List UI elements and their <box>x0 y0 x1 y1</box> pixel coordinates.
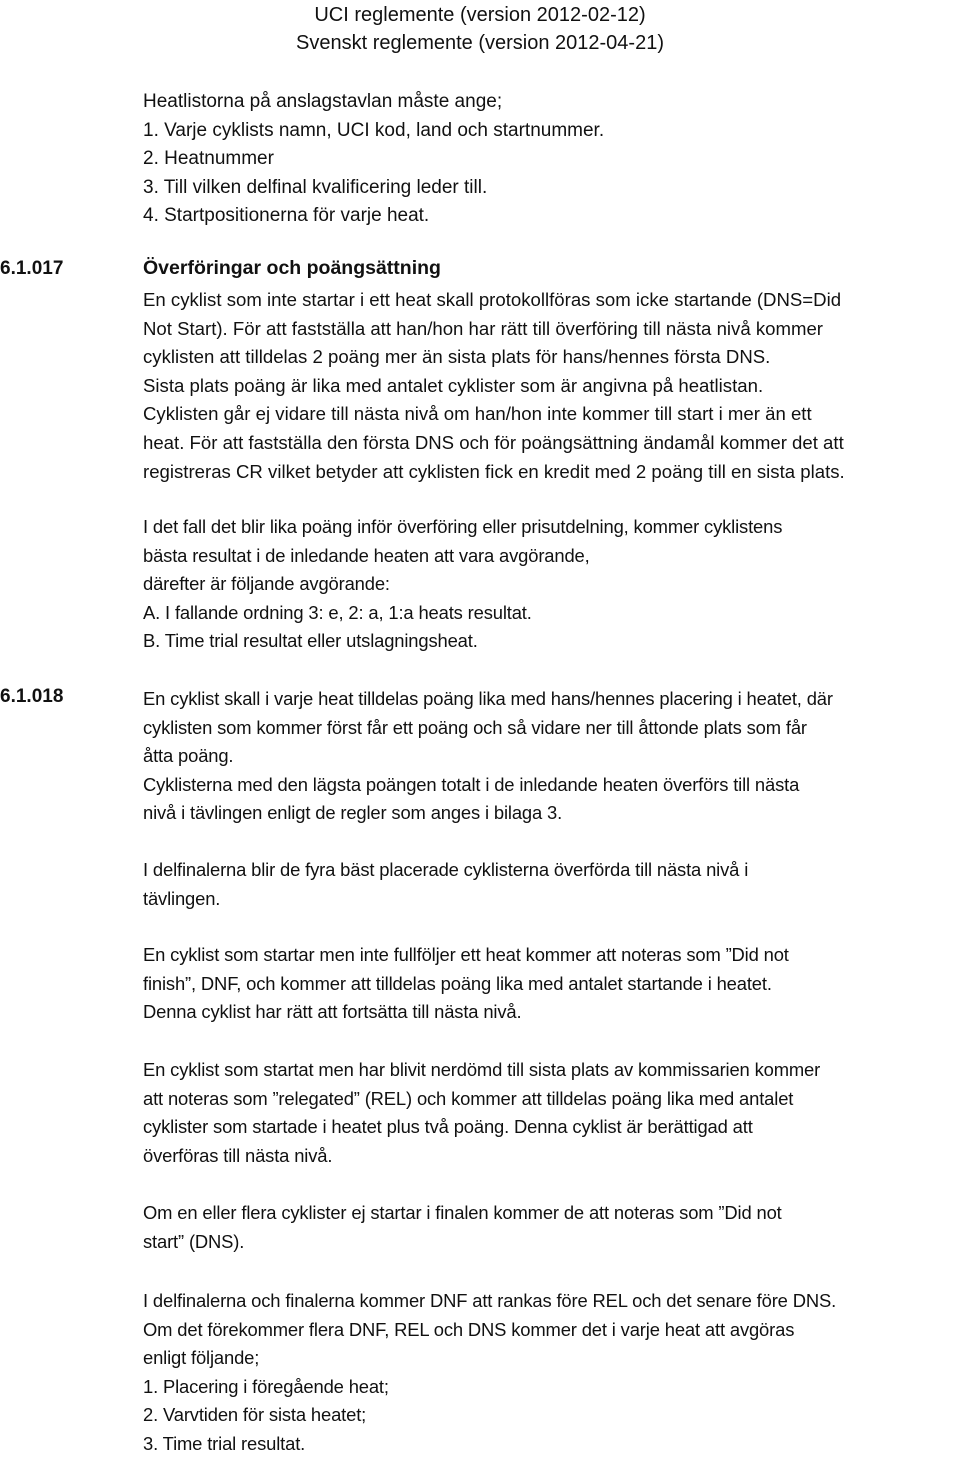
section-017-body <box>143 286 955 486</box>
text-line: därefter är följande avgörande: <box>143 573 390 595</box>
heatlist-item: 2. Heatnummer <box>143 148 274 169</box>
text-line: Denna cyklist har rätt att fortsätta till nästa nivå. <box>143 1001 522 1023</box>
section-number-018: 6.1.018 <box>0 686 64 707</box>
text-line: finish”, DNF, och kommer att tilldelas poäng lika med antalet startande i heatet. <box>143 972 772 994</box>
section-017-tiebreak <box>143 513 955 656</box>
text-line: Om det förekommer flera DNF, REL och DNS kommer det i varje heat att avgöras <box>143 1318 795 1340</box>
text-line: åtta poäng. <box>143 745 234 767</box>
text-line: I det fall det blir lika poäng inför överföring eller prisutdelning, kommer cyklistens <box>143 516 783 537</box>
text-line: Cyklisten går ej vidare till nästa nivå om han/hon inte kommer till start i mer än ett <box>143 403 812 425</box>
text-line: I delfinalerna blir de fyra bäst placerade cyklisterna överförda till nästa nivå i <box>143 859 749 880</box>
text-line: B. Time trial resultat eller utslagningsheat. <box>143 630 478 652</box>
text-line: heat. För att fastställa den första DNS och för poängsättning ändamål kommer det att <box>143 431 844 453</box>
text-line: bästa resultat i de inledande heaten att vara avgörande, <box>143 544 590 566</box>
header-swedish-version: Svenskt reglemente (version 2012-04-21) <box>296 32 664 54</box>
section-018-para-1 <box>143 685 955 828</box>
heatlist-item: 1. Varje cyklists namn, UCI kod, land och startnummer. <box>143 119 605 141</box>
text-line: En cyklist skall i varje heat tilldelas poäng lika med hans/hennes placering i heatet, där <box>143 688 833 709</box>
heatlist-intro: Heatlistorna på anslagstavlan måste ange; <box>143 91 503 112</box>
text-line: 3. Time trial resultat. <box>143 1432 306 1454</box>
text-line: I delfinalerna och finalerna kommer DNF att rankas före REL och det senare före DNS. <box>143 1290 837 1311</box>
section-title-017: Överföringar och poängsättning <box>143 257 441 279</box>
section-018-para-3 <box>143 941 955 1027</box>
text-line: enligt följande; <box>143 1347 260 1369</box>
section-number-017: 6.1.017 <box>0 258 64 279</box>
text-line: Sista plats poäng är lika med antalet cyklister som är angivna på heatlistan. <box>143 374 764 396</box>
text-line: cyklisten att tilldelas 2 poäng mer än sista plats för hans/hennes första DNS. <box>143 346 771 368</box>
text-line: En cyklist som startat men har blivit nerdömd till sista plats av kommissarien kommer <box>143 1059 821 1080</box>
text-line: att noteras som ”relegated” (REL) och kommer att tilldelas poäng lika med antalet <box>143 1087 794 1109</box>
text-line: start” (DNS). <box>143 1230 245 1252</box>
text-line: Om en eller flera cyklister ej startar i finalen kommer de att noteras som ”Did not <box>143 1202 782 1223</box>
heatlist-item: 4. Startpositionerna för varje heat. <box>143 205 430 226</box>
text-line: cyklisten som kommer först får ett poäng och så vidare ner till åttonde plats som får <box>143 716 807 738</box>
heatlist-requirements <box>143 88 604 231</box>
text-line: 1. Placering i föregående heat; <box>143 1375 389 1397</box>
section-018-para-2 <box>143 856 955 913</box>
text-line: cyklister som startade i heatet plus två poäng. Denna cyklist är berättigad att <box>143 1116 753 1138</box>
text-line: A. I fallande ordning 3: e, 2: a, 1:a heats resultat. <box>143 601 532 623</box>
text-line: överföras till nästa nivå. <box>143 1144 333 1166</box>
section-018-para-6 <box>143 1287 955 1459</box>
text-line: nivå i tävlingen enligt de regler som anges i bilaga 3. <box>143 802 563 824</box>
text-line: tävlingen. <box>143 887 221 909</box>
section-018-para-4 <box>143 1056 955 1170</box>
text-line: 2. Varvtiden för sista heatet; <box>143 1404 367 1426</box>
heatlist-item: 3. Till vilken delfinal kvalificering leder till. <box>143 176 488 198</box>
text-line: Not Start). För att fastställa att han/hon har rätt till överföring till nästa nivå kommer <box>143 317 823 339</box>
section-018-para-5 <box>143 1199 955 1256</box>
text-line: En cyklist som startar men inte fullföljer ett heat kommer att noteras som ”Did not <box>143 944 789 965</box>
text-line: registreras CR vilket betyder att cyklisten fick en kredit med 2 poäng till en sista plats. <box>143 460 845 482</box>
header-uci-version: UCI reglemente (version 2012-02-12) <box>314 4 646 26</box>
text-line: En cyklist som inte startar i ett heat skall protokollföras som icke startande (DNS=Did <box>143 289 842 310</box>
text-line: Cyklisterna med den lägsta poängen totalt i de inledande heaten överförs till nästa <box>143 773 800 795</box>
